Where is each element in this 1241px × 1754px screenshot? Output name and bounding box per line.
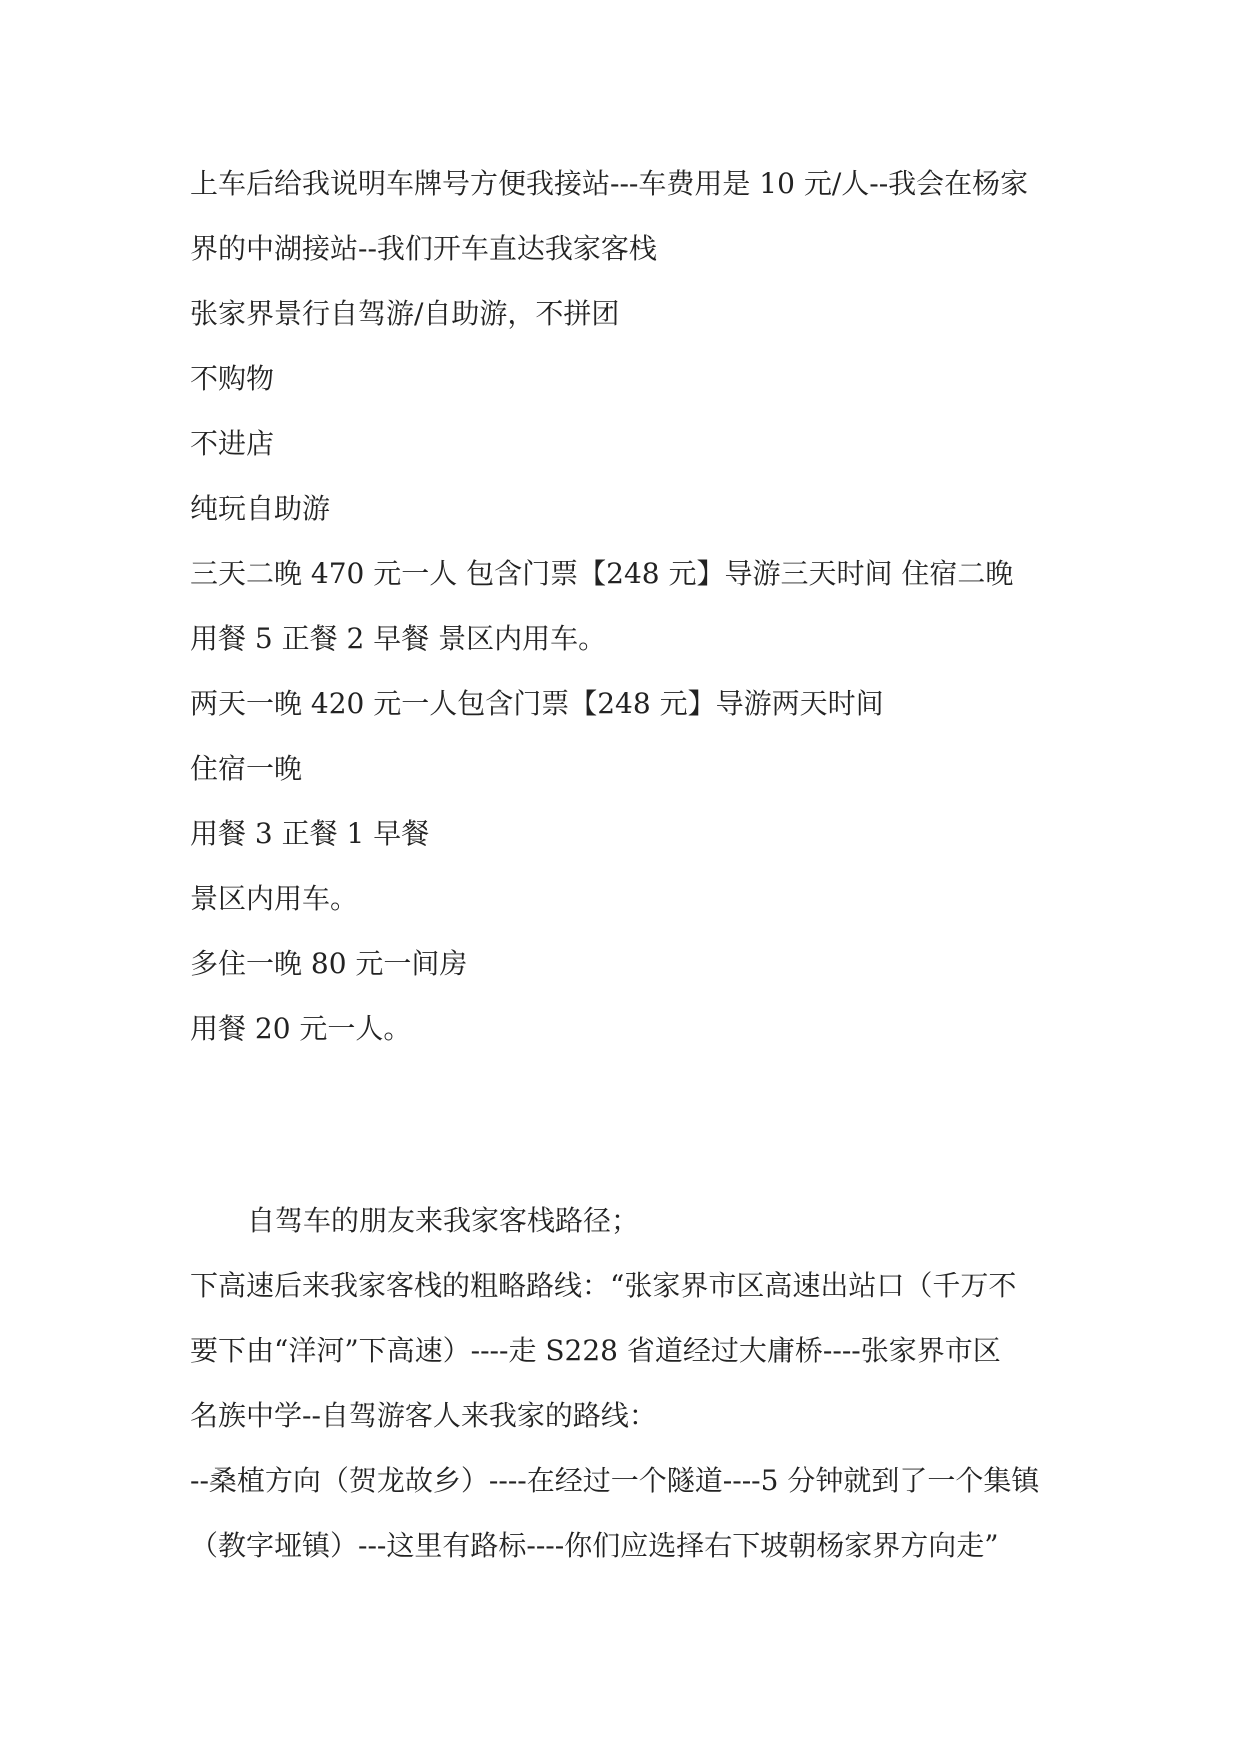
text-line-three-day-meals: 用餐 5 正餐 2 早餐 景区内用车。	[190, 622, 607, 655]
route-line-2: 要下由“洋河”下高速）----走 S228 省道经过大庸桥----张家界市区	[190, 1334, 1001, 1367]
route-line-1: 下高速后来我家客栈的粗略路线：“张家界市区高速出站口（千万不	[190, 1269, 1017, 1302]
route-line-4: --桑植方向（贺龙故乡）----在经过一个隧道----5 分钟就到了一个集镇	[190, 1464, 1040, 1497]
text-line-two-day-meals: 用餐 3 正餐 1 早餐	[190, 817, 430, 850]
text-line-pickup-2: 界的中湖接站--我们开车直达我家客栈	[190, 232, 657, 265]
text-line-meal-price: 用餐 20 元一人。	[190, 1012, 412, 1045]
route-line-5: （教字垭镇）---这里有路标----你们应选择右下坡朝杨家界方向走”	[190, 1529, 999, 1562]
route-heading: 自驾车的朋友来我家客栈路径；	[247, 1204, 640, 1237]
text-line-two-day-package: 两天一晚 420 元一人包含门票【248 元】导游两天时间	[190, 687, 884, 720]
text-line-title: 张家界景行自驾游/自助游，不拼团	[190, 297, 620, 330]
text-line-self-tour: 纯玩自助游	[190, 492, 331, 525]
text-line-three-day-package: 三天二晚 470 元一人 包含门票【248 元】导游三天时间 住宿二晚	[190, 557, 1014, 590]
text-line-no-stores: 不进店	[190, 427, 275, 460]
text-line-two-day-stay: 住宿一晚	[190, 752, 303, 785]
text-line-extra-night: 多住一晚 80 元一间房	[190, 947, 468, 980]
text-line-scenic-transport: 景区内用车。	[190, 882, 359, 915]
route-line-3: 名族中学--自驾游客人来我家的路线：	[190, 1399, 657, 1432]
text-line-no-shopping: 不购物	[190, 362, 275, 395]
text-line-pickup-1: 上车后给我说明车牌号方便我接站---车费用是 10 元/人--我会在杨家	[190, 167, 1029, 200]
